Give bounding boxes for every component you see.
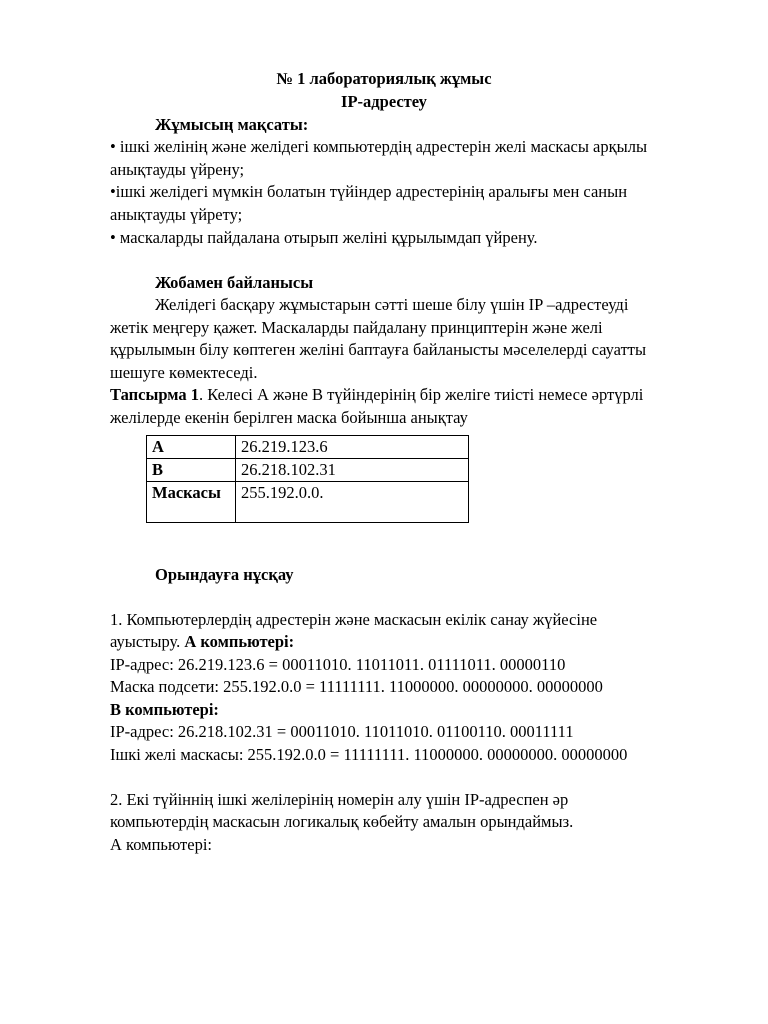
computer-b-heading: В компьютері: [110, 700, 219, 719]
goals-line: анықтауды үйрету; [110, 205, 243, 224]
task-text: . Келесі А және В түйіндерінің бір желіге тиісті немесе әртүрлі [199, 385, 644, 404]
goals-line: • маскаларды пайдалана отырып желіні құрылымдап үйрену. [110, 228, 538, 247]
goals-line: •ішкі желідегі мүмкін болатын түйіндер адрестерінің аралығы мен санын [110, 182, 628, 201]
step2-line: компьютердің маскасын логикалық көбейту амалын орындаймыз. [110, 812, 574, 831]
table-value: 26.219.123.6 [236, 436, 469, 459]
computer-b-mask: Ішкі желі маскасы: 255.192.0.0 = 11111111. 11000000. 00000000. 00000000 [110, 745, 628, 764]
task-table [146, 435, 469, 523]
table-value: 255.192.0.0. [236, 482, 469, 523]
table-key: В [147, 459, 236, 482]
project-line: құрылымын білу көптеген желіні баптауға байланысты мәселелерді сауатты [110, 340, 647, 359]
computer-b-ip: IP-адрес: 26.218.102.31 = 00011010. 11011010. 01100110. 00011111 [110, 722, 574, 741]
goals-line: • ішкі желінің және желідегі компьютердің адрестерін желі маскасы арқылы [110, 137, 648, 156]
table-row [147, 459, 469, 482]
computer-a-mask: Маска подсети: 255.192.0.0 = 11111111. 11000000. 00000000. 00000000 [110, 677, 603, 696]
task-label: Тапсырма 1 [110, 385, 200, 404]
project-line: жетік меңгеру қажет. Маскаларды пайдалану принциптерін және желі [110, 318, 603, 337]
project-heading: Жобамен байланысы [155, 273, 314, 292]
task-line-1 [110, 384, 643, 406]
goals-heading: Жұмысың мақсаты: [155, 115, 309, 134]
computer-a-ip: IP-адрес: 26.219.123.6 = 00011010. 11011011. 01111011. 00000110 [110, 655, 566, 674]
lab-subtitle: IP-адрестеу [341, 92, 427, 111]
step1-text: ауыстыру. [110, 632, 185, 651]
project-line: шешуге көмектеседі. [110, 363, 258, 382]
table-value: 26.218.102.31 [236, 459, 469, 482]
instructions-heading: Орындауға нұсқау [155, 565, 294, 584]
project-line: Желідегі басқару жұмыстарын сәтті шеше білу үшін IP –адрестеуді [155, 295, 629, 314]
step2-line: 2. Екі түйіннің ішкі желілерінің номерін алу үшін IP-адреспен әр [110, 790, 569, 809]
table-key: Маскасы [147, 482, 236, 523]
step1-line: 1. Компьютерлердің адрестерін және маскасын екілік санау жүйесіне [110, 610, 598, 629]
step1-line-2 [110, 631, 294, 653]
goals-line: анықтауды үйрену; [110, 160, 245, 179]
computer-a-heading: А компьютері: [184, 632, 295, 651]
table-row [147, 482, 469, 523]
table-key: А [147, 436, 236, 459]
step2-line: А компьютері: [110, 835, 213, 854]
task-line-2: желілерде екенін берілген маска бойынша анықтау [110, 408, 468, 427]
table-row [147, 436, 469, 459]
lab-title: № 1 лабораториялық жұмыс [276, 69, 492, 88]
